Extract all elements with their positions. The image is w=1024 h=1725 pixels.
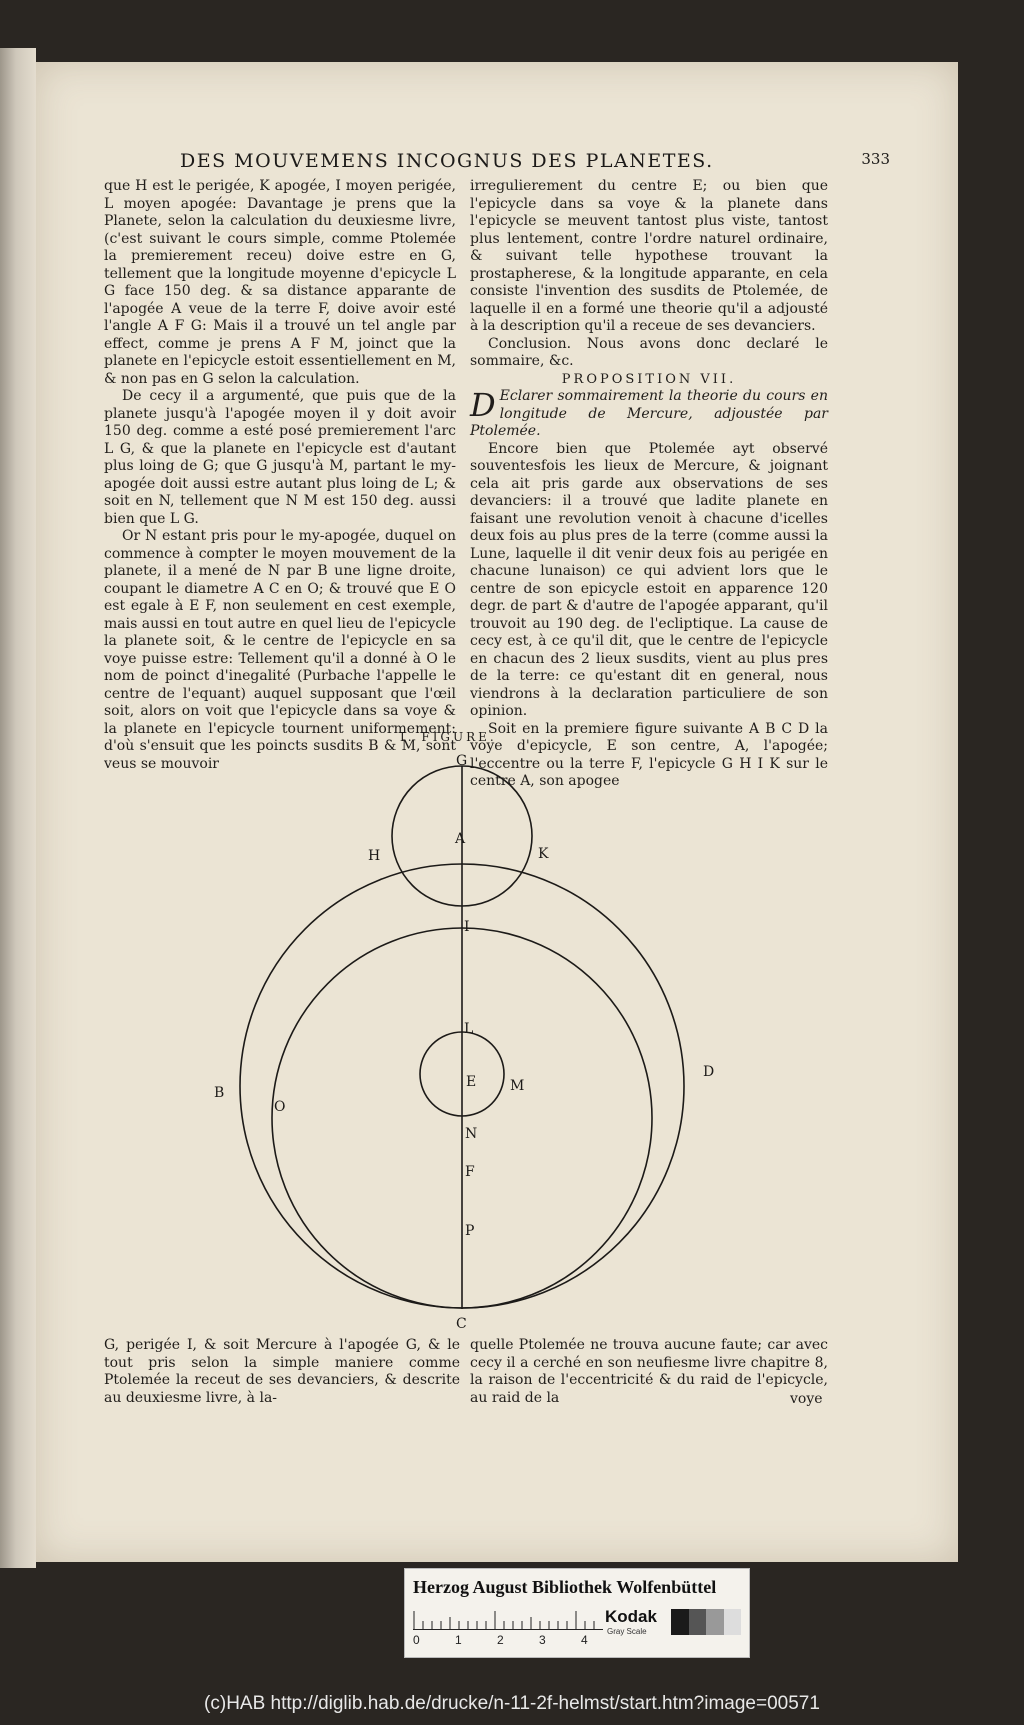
label-n: N <box>465 1126 478 1142</box>
kodak-subtitle: Gray Scale <box>607 1627 647 1636</box>
label-b: B <box>214 1085 225 1101</box>
drop-cap: D <box>470 386 496 424</box>
conclusion-line: Conclusion. Nous avons donc declaré le sommaire, &c. <box>470 335 828 369</box>
left-paragraph-2: De cecy il a argumenté, que puis que de la planete jusqu'à l'apogée moyen il y doit avoir 150 deg. comme a esté posé premierement l'arc L G, & que la planete en l'epicycle est d'autant plus loing de G; que G jusqu'à M, partant le my-apogée doit aussi estre autant plus loing de L; & soit en N, tellement que N M est 150 deg. aussi bien que L G. <box>104 388 456 527</box>
ruler-num-3: 3 <box>539 1633 546 1647</box>
kodak-logo: Kodak <box>605 1607 657 1626</box>
left-paragraph-1: que H est le perigée, K apogée, I moyen perigée, L moyen apogée: Davantage je prens que la Planete, selon la calculation du deuxiesme livre, (c'est suivant le cours simple, comme Ptolemée la premierement receu) doive estre en G, tellement que la longitude moyenne d'epicycle L G face 150 deg. & sa distance apparante de l'apogée A veue de la terre F, doive avoir esté l'angle A F G: Mais il a trouvé un tel angle par effect, comme je prens A F M, joinct que la planete en l'epicycle estoit essentiellement en M, & non pas en G selon la calculation. <box>104 178 456 387</box>
right-paragraph-1: irregulierement du centre E; ou bien que l'epicycle dans sa voye & la planete dans l'epicycle se meuvent tantost plus viste, tantost plus lentement, contre l'ordre naturel ordinaire, & suivant telle hypothese trouvant la prostapherese, & la longitude apparante, en cela consiste l'invention des susdits de Ptolemée, de laquelle il en a formé une theorie qu'il a adjousté à la description qu'il a receue de ses devanciers. <box>470 178 828 334</box>
running-head <box>180 150 940 176</box>
bottom-right-text: quelle Ptolemée ne trouva aucune faute; car avec cecy il a cerché en son neufiesme livre chapitre 8, la raison de l'eccentricité & du raid de l'epicycle, au raid de la <box>470 1337 828 1406</box>
left-paragraph-3: Or N estant pris pour le my-apogée, duquel on commence à compter le moyen mouvement de la planete, il a mené de N par B une ligne droite, coupant le diametre A C en O; & trouvé que E O est egale à E F, non seulement en cest exemple, mais aussi en tout autre en quel lieu de l'epicycle la planete soit, & le centre de l'epicycle en sa voye puisse estre: Tellement qu'il a donné à O le nom de poinct d'inegalité (Purbache l'appelle le centre de l'equant) auquel supposant que l'œil soit, alors on voit que l'epicycle dans sa voye & la planete en l'epicycle tournent uniformement: d'où s'ensuit que les poincts susdits B & M, sont veus se mouvoir <box>104 528 456 772</box>
proposition-statement <box>470 388 828 441</box>
label-d: D <box>703 1064 715 1080</box>
right-column <box>470 178 828 791</box>
catchword: voye <box>790 1391 823 1407</box>
label-c: C <box>456 1316 467 1332</box>
statement-text: Eclarer sommairement la theorie du cours en longitude de Mercure, adjoustée par Ptolemée. <box>470 388 828 439</box>
previous-page-edge <box>0 48 36 1568</box>
scale-ruler <box>413 1607 603 1630</box>
library-name: Herzog August Bibliothek Wolfenbüttel <box>413 1577 717 1597</box>
library-label-card <box>404 1568 750 1658</box>
ruler-num-0: 0 <box>413 1633 420 1647</box>
label-e: E <box>466 1074 477 1090</box>
proposition-heading: PROPOSITION VII. <box>561 371 737 387</box>
right-paragraph-2: Encore bien que Ptolemée ayt observé souventesfois les lieux de Mercure, & joignant cela ait pris garde aux observations de ses devanciers: il a trouvé que ladite planete en faisant une revolution venoit à chacune d'icelles deux fois au plus pres de la terre (comme aussi la Lune, laquelle il dit venir deux fois au perigée en chacune lunaison) ce qui advient lors que le centre de son epicycle estoit en apparence 120 degr. de part & d'autre de l'apogée apparant, qu'il trouvoit au 190 deg. de l'ecliptique. La cause de cecy est, à ce qu'il dit, que le centre de l'epicycle en chacun des 2 lieux susdits, vient au plus pres de la terre: ce qu'estant dit en general, nous viendrons à la declaration particuliere de son opinion. <box>470 440 828 719</box>
label-i: I <box>464 919 470 935</box>
label-k: K <box>538 846 549 862</box>
left-column <box>104 178 456 773</box>
label-h: H <box>368 848 381 864</box>
label-o: O <box>274 1099 286 1115</box>
label-m: M <box>510 1078 525 1094</box>
label-f: F <box>465 1164 475 1180</box>
figure-caption: I. FIGURE. <box>400 730 497 744</box>
ruler-num-4: 4 <box>581 1633 588 1647</box>
ruler-num-2: 2 <box>497 1633 504 1647</box>
label-g: G <box>456 753 468 769</box>
ruler-ticks <box>413 1607 603 1629</box>
label-l: L <box>464 1021 474 1037</box>
running-head-title: DES MOUVEMENS INCOGNUS DES PLANETES. <box>180 150 714 172</box>
page-number: 333 <box>861 150 890 168</box>
gray-scale-patches <box>671 1609 741 1635</box>
bottom-left-text: G, perigée I, & soit Mercure à l'apogée G, & le tout pris selon la simple maniere comme Ptolemée la receut de ses devanciers, & descrite au deuxiesme livre, à la- <box>104 1337 460 1406</box>
mercury-epicycle-figure <box>200 748 720 1338</box>
label-a: A <box>455 831 466 847</box>
copyright-footer: (c)HAB http://diglib.hab.de/drucke/n-11-2f-helmst/start.htm?image=00571 <box>204 1693 820 1714</box>
label-p: P <box>465 1223 475 1239</box>
ruler-num-1: 1 <box>455 1633 462 1647</box>
right-paragraph-3: Soit en la premiere figure suivante A B C D la voye d'epicycle, E son centre, A, l'apogée; l'eccentre ou la terre F, l'epicycle G H I K sur le centre A, son apogee <box>470 720 828 789</box>
